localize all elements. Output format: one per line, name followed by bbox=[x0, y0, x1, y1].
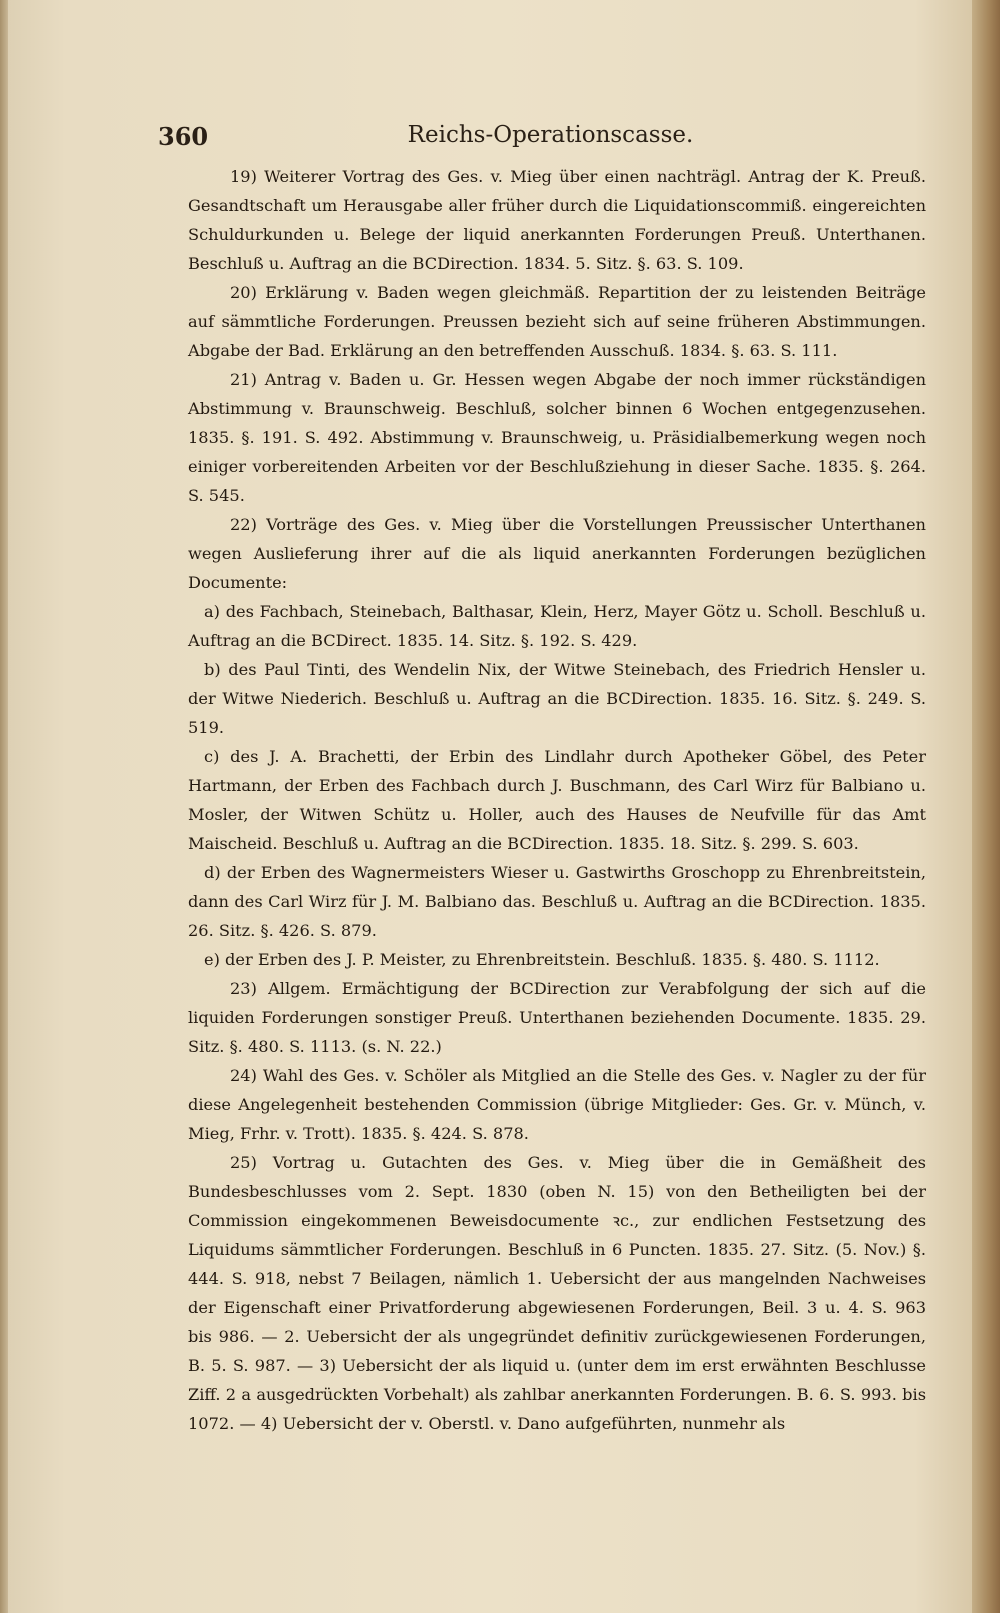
entry-paragraph-22: 22) Vorträge des Ges. v. Mieg über die Vorstellungen Preussischer Unterthanen wegen Auslieferung ihrer auf die als liquid anerkannten Forderungen bezüglichen Documente: bbox=[188, 515, 926, 592]
entry-paragraph-24: 24) Wahl des Ges. v. Schöler als Mitglied an die Stelle des Ges. v. Nagler zu der für diese Angelegenheit bestehenden Commission (übrige Mitglieder: Ges. Gr. v. Münch, v. Mieg, Frhr. v. Trott). 1835. §. 424. S. 878. bbox=[188, 1066, 926, 1143]
entry-paragraph-22c: c) des J. A. Brachetti, der Erbin des Lindlahr durch Apotheker Göbel, des Peter Hartmann, der Erben des Fachbach durch J. Buschmann, des Carl Wirz für Balbiano u. Mosler, der Witwen Schütz u. Holler, auch des Hauses de Neufville für das Amt Maischeid. Beschluß u. Auftrag an die BCDirection. 1835. 18. Sitz. §. 299. S. 603. bbox=[188, 747, 926, 853]
page-number: 360 bbox=[158, 122, 209, 151]
entry-paragraph-22d: d) der Erben des Wagnermeisters Wieser u. Gastwirths Groschopp zu Ehrenbreitstein, dann des Carl Wirz für J. M. Balbiano das. Beschluß u. Auftrag an die BCDirection. 1835. 26. Sitz. §. 426. S. 879. bbox=[188, 863, 926, 940]
running-title: Reichs-Operationscasse. bbox=[407, 122, 694, 148]
book-edge-left bbox=[0, 0, 8, 1613]
page-header bbox=[158, 118, 943, 158]
entry-paragraph-23: 23) Allgem. Ermächtigung der BCDirection zur Verabfolgung der sich auf die liquiden Forderungen sonstiger Preuß. Unterthanen beziehenden Documente. 1835. 29. Sitz. §. 480. S. 1113. (s. N. 22.) bbox=[188, 979, 926, 1056]
entry-paragraph-25: 25) Vortrag u. Gutachten des Ges. v. Mieg über die in Gemäßheit des Bundesbeschlusses vom 2. Sept. 1830 (oben N. 15) von den Betheiligten bei der Commission eingekommenen Beweisdocumente ꝛc., zur endlichen Festsetzung des Liquidums sämmtlicher Forderungen. Beschluß in 6 Puncten. 1835. 27. Sitz. (5. Nov.) §. 444. S. 918, nebst 7 Beilagen, nämlich 1. Uebersicht der aus mangelnden Nachweises der Eigenschaft einer Privatforderung abgewiesenen Forderungen, Beil. 3 u. 4. S. 963 bis 986. — 2. Uebersicht der als ungegründet definitiv zurückgewiesenen Forderungen, B. 5. S. 987. — 3) Uebersicht der als liquid u. (unter dem im erst erwähnten Beschlusse Ziff. 2 a ausgedrückten Vorbehalt) als zahlbar anerkannten Forderungen. B. 6. S. 993. bis 1072. — 4) Uebersicht der v. Oberstl. v. Dano aufgeführten, nunmehr als bbox=[188, 1153, 926, 1433]
entry-paragraph-22e: e) der Erben des J. P. Meister, zu Ehrenbreitstein. Beschluß. 1835. §. 480. S. 1112. bbox=[204, 950, 880, 969]
entry-paragraph-20: 20) Erklärung v. Baden wegen gleichmäß. Repartition der zu leistenden Beiträge auf sämmtliche Forderungen. Preussen bezieht sich auf seine früheren Abstimmungen. Abgabe der Bad. Erklärung an den betreffenden Ausschuß. 1834. §. 63. S. 111. bbox=[188, 283, 926, 360]
page-body bbox=[188, 162, 926, 1438]
entry-paragraph-22a: a) des Fachbach, Steinebach, Balthasar, Klein, Herz, Mayer Götz u. Scholl. Beschluß u. Auftrag an die BCDirect. 1835. 14. Sitz. §. 192. S. 429. bbox=[188, 602, 926, 650]
entry-paragraph-19: 19) Weiterer Vortrag des Ges. v. Mieg über einen nachträgl. Antrag der K. Preuß. Gesandtschaft um Herausgabe aller früher durch die Liquidationscommiß. eingereichten Schuldurkunden u. Belege der liquid anerkannten Forderungen Preuß. Unterthanen. Beschluß u. Auftrag an die BCDirection. 1834. 5. Sitz. §. 63. S. 109. bbox=[188, 167, 926, 273]
entry-paragraph-22b: b) des Paul Tinti, des Wendelin Nix, der Witwe Steinebach, des Friedrich Hensler u. der Witwe Niederich. Beschluß u. Auftrag an die BCDirection. 1835. 16. Sitz. §. 249. S. 519. bbox=[188, 660, 926, 737]
book-edge-right bbox=[972, 0, 1000, 1613]
entry-paragraph-21: 21) Antrag v. Baden u. Gr. Hessen wegen Abgabe der noch immer rückständigen Abstimmung v. Braunschweig. Beschluß, solcher binnen 6 Wochen entgegenzusehen. 1835. §. 191. S. 492. Abstimmung v. Braunschweig, u. Präsidialbemerkung wegen noch einiger vorbereitenden Arbeiten vor der Beschlußziehung in dieser Sache. 1835. §. 264. S. 545. bbox=[188, 370, 926, 505]
